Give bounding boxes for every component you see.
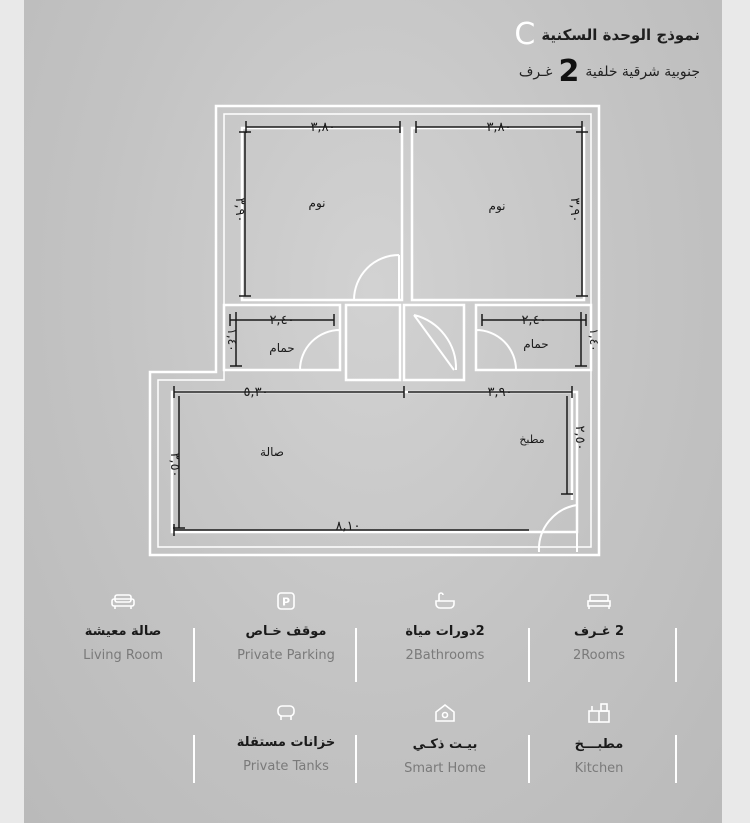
dim-kitchen-side: ٢,٥٠ <box>572 425 587 451</box>
separator <box>675 735 677 783</box>
model-letter: C <box>514 17 536 52</box>
floor-plan <box>24 0 722 580</box>
svg-text:P: P <box>281 595 291 609</box>
rooms-count: 2 <box>558 54 580 89</box>
feature-en-rooms: 2Rooms <box>572 648 626 663</box>
feature-living-room <box>48 592 198 663</box>
feature-bathrooms <box>370 592 520 663</box>
living-label: صالة <box>260 445 284 459</box>
feature-en-tanks: Private Tanks <box>243 759 329 774</box>
feature-ar-living: صالة معيشة <box>84 624 162 639</box>
bathtub-icon <box>434 592 456 610</box>
feature-ar-bathrooms: 2دورات مياة <box>405 624 485 639</box>
bedroom-left <box>242 128 402 300</box>
bedroom-label-right: نوم <box>488 199 506 213</box>
feature-ar-smart-home: بيـت ذكـي <box>412 737 478 752</box>
separator <box>193 735 195 783</box>
door-left-bath <box>300 330 340 370</box>
feature-private-parking <box>211 592 361 663</box>
dim-bed-width-right: ٣,٨٠ <box>486 120 512 135</box>
living-kitchen <box>172 392 577 532</box>
walls <box>150 106 599 555</box>
feature-ar-rooms: 2 غـرف <box>573 624 625 639</box>
feature-ar-parking: موقف خـاص <box>245 624 327 639</box>
door-center <box>414 315 456 370</box>
feature-ar-kitchen: مطبـــخ <box>574 737 624 752</box>
bedroom-label-left: نوم <box>308 196 326 210</box>
feature-private-tanks <box>211 703 361 774</box>
door-entrance <box>539 505 577 552</box>
dim-bath-depth-left: ١,٤٠ <box>225 328 239 352</box>
bathroom-label-right: حمام <box>523 337 549 351</box>
door-right-bath <box>476 330 516 370</box>
dim-living-side: ٣,٥٠ <box>167 452 182 478</box>
dim-bath-width-left: ٢,٤٠ <box>269 313 295 328</box>
water-tank-icon <box>275 703 297 721</box>
door-left-bedroom <box>354 255 399 300</box>
corridor <box>346 305 400 380</box>
separator <box>675 628 677 682</box>
separator <box>355 735 357 783</box>
feature-smart-home <box>370 703 520 776</box>
dim-living-top: ٥,٣٠ <box>243 385 269 400</box>
dim-kitchen-top: ٣,٩٠ <box>487 385 513 400</box>
kitchen-label: مطبخ <box>519 433 545 446</box>
rooms-word: غـرف <box>518 64 553 80</box>
dim-bed-depth-left: ٣,٩٠ <box>232 197 247 223</box>
bedroom-right <box>412 128 584 300</box>
feature-en-smart-home: Smart Home <box>404 761 486 776</box>
feature-en-living: Living Room <box>83 648 163 663</box>
orientation-text: جنوبية شرقية خلفية <box>585 64 700 80</box>
floor-plan-card <box>24 0 722 823</box>
feature-en-kitchen: Kitchen <box>574 761 624 776</box>
dim-total-width: ٨,١٠ <box>335 519 361 534</box>
separator <box>355 628 357 682</box>
sofa-icon <box>111 592 135 610</box>
feature-ar-tanks: خزانات مستقلة <box>236 735 336 750</box>
dim-bath-width-right: ٢,٤٠ <box>521 313 547 328</box>
feature-kitchen <box>524 703 674 776</box>
plan-title-text: نموذج الوحدة السكنية <box>541 26 700 44</box>
dim-bed-width-left: ٣,٨٠ <box>310 120 336 135</box>
kitchen-icon <box>588 703 610 723</box>
dim-bed-depth-right: ٣,٩٠ <box>567 197 582 223</box>
separator <box>193 628 195 682</box>
parking-icon <box>277 592 295 610</box>
dim-bath-depth-right: ١,٤٠ <box>587 328 601 352</box>
feature-en-bathrooms: 2Bathrooms <box>405 648 485 663</box>
smart-home-icon <box>434 703 456 723</box>
feature-en-parking: Private Parking <box>237 648 335 663</box>
feature-rooms <box>524 592 674 663</box>
bed-icon <box>587 592 611 610</box>
bathroom-label-left: حمام <box>269 341 295 355</box>
